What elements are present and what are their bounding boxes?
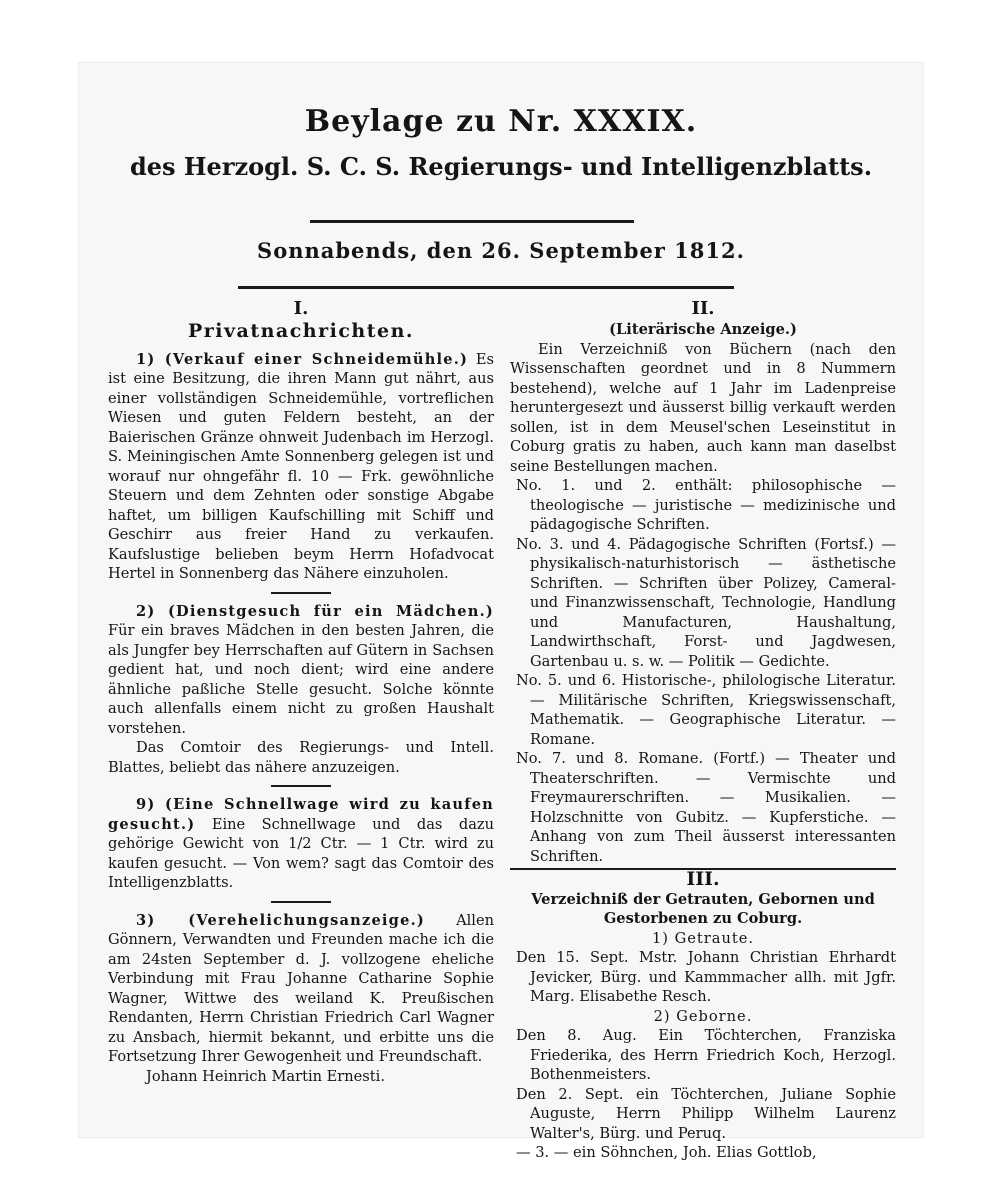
section-numeral-1: I.	[293, 298, 309, 319]
header-rule-long	[238, 286, 734, 289]
subheading-born: 2) Geborne.	[653, 1007, 753, 1025]
notice-marriage	[108, 911, 494, 1067]
register-entry-born: Den 2. Sept. ein Töchterchen, Juliane Sophie Auguste, Herrn Philipp Wilhelm Laurenz Walter's, Bürg. und Peruq.	[516, 1085, 896, 1142]
notice-service-note: Das Comtoir des Regierungs- und Intell. Blattes, beliebt das nähere anzuzeigen.	[108, 739, 494, 776]
left-column	[108, 298, 494, 1086]
notice-sawmill	[108, 350, 494, 584]
notice-marriage-head: 3) (Verehelichungsanzeige.)	[136, 911, 425, 929]
register-entry-born: — 3. — ein Söhnchen, Joh. Elias Gottlob,	[516, 1144, 817, 1161]
right-column	[510, 298, 896, 1163]
register-entry-married: Den 15. Sept. Mstr. Johann Christian Ehrhardt Jevicker, Bürg. und Kammmacher allh. mit Jgfr. Marg. Elisabethe Resch.	[516, 949, 896, 1005]
newspaper-page	[78, 62, 924, 1161]
notice-sawmill-head: 1) (Verkauf einer Schneidemühle.)	[136, 350, 469, 368]
section-numeral-2: II.	[691, 298, 715, 319]
literary-intro: Ein Verzeichniß von Büchern (nach den Wissenschaften geordnet und in 8 Nummern bestehend), welche auf 1 Jahr im Ladenpreise heruntergesezt und äusserst billig verkauft werden sollen, ist in dem Meusel'schen Leseinstitut in Coburg gratis zu haben, auch kann man daselbst seine Bestellungen machen.	[510, 340, 896, 475]
section-title-literary: (Literärische Anzeige.)	[609, 321, 797, 338]
notice-service-body: Für ein braves Mädchen in den besten Jahren, die als Jungfer bey Herrschaften auf Gütern in Sachsen gedient hat, und noch dient; wird eine andere ähnliche paßliche Stelle gesucht. Solche könnte auch allenfalls einem nicht zu großen Haushalt vorstehen.	[108, 622, 494, 737]
section-numeral-3: III.	[510, 868, 896, 890]
notice-service-head: 2) (Dienstgesuch für ein Mädchen.)	[136, 602, 494, 620]
header-rule-short	[310, 220, 634, 223]
catalog-entry: No. 7. und 8. Romane. (Fortf.) — Theater und Theaterschriften. — Vermischte und Freymaurerschriften. — Musikalien. — Holzschnitte von Gubitz. — Kupferstiche. — Anhang von zum Theil äusserst interessanten Schriften.	[516, 750, 896, 865]
gazette-name: des Herzogl. S. C. S. Regierungs- und Intelligenzblatts.	[129, 152, 873, 181]
separator	[271, 901, 331, 903]
section-title-register: Verzeichniß der Getrauten, Gebornen und Gestorbenen zu Coburg.	[531, 890, 875, 927]
catalog-entry: No. 1. und 2. enthält: philosophische — theologische — juristische — medizinische und pädagogische Schriften.	[516, 477, 896, 533]
notice-sawmill-body: Es ist eine Besitzung, die ihren Mann gut nährt, aus einer vollständigen Schneidemühle, vortreflichen Wiesen und guten Feldern besteht, an der Baierischen Gränze ohnweit Judenbach im Herzogl. S. Meiningischen Amte Sonnenberg gelegen ist und worauf nur ohngefähr fl. 10 — Frk. gewöhnliche Steuern und dem Zehnten oder sonstige Abgabe haftet, um billigen Kaufschilling mit Schiff und Geschirr aus freier Hand zu verkaufen. Kaufslustige belieben beym Herrn Hofadvocat Hertel in Sonnenberg das Nähere einzuholen.	[108, 350, 494, 582]
supplement-title: Beylage zu Nr. XXXIX.	[304, 104, 698, 139]
notice-marriage-signature: Johann Heinrich Martin Ernesti.	[146, 1067, 385, 1085]
separator	[271, 592, 331, 594]
register-entry-born: Den 8. Aug. Ein Töchterchen, Franziska Friederika, des Herrn Friedrich Koch, Herzogl. Bothenmeisters.	[516, 1027, 896, 1083]
notice-scale	[108, 795, 494, 893]
separator	[271, 785, 331, 787]
notice-scale-body: Eine Schnellwage und das dazu gehörige Gewicht von 1/2 Ctr. — 1 Ctr. wird zu kaufen gesucht. — Von wem? sagt das Comtoir des Intelligenzblatts.	[108, 815, 495, 891]
issue-date: Sonnabends, den 26. September 1812.	[257, 238, 745, 263]
notice-marriage-body: Allen Gönnern, Verwandten und Freunden mache ich die am 24sten September d. J. vollzogene eheliche Verbindung mit Frau Johanne Catharine Sophie Wagner, Wittwe des weiland K. Preußischen Rendanten, Herrn Christian Friedrich Carl Wagner zu Ansbach, hiermit bekannt, und erbitte uns die Fortsetzung Ihrer Gewogenheit und Freundschaft.	[108, 911, 494, 1065]
section-title-private: Privatnachrichten.	[187, 320, 415, 342]
subheading-married: 1) Getraute.	[652, 929, 754, 947]
notice-scale-head: 9) (Eine Schnellwage wird zu kaufen gesucht.)	[108, 796, 494, 833]
catalog-entry: No. 3. und 4. Pädagogische Schriften (Fortsf.) — physikalisch-naturhistorisch — ästhetische Schriften. — Schriften über Polizey, Cameral- und Finanzwissenschaft, Technologie, Handlung und Manufacturen, Haushaltung, Landwirthschaft, Forst- und Jagdwesen, Gartenbau u. s. w. — Politik — Gedichte.	[516, 535, 896, 670]
catalog-entry: No. 5. und 6. Historische-, philologische Literatur. — Militärische Schriften, Kriegswissenschaft, Mathematik. — Geographische Literatur. — Romane.	[516, 672, 896, 748]
notice-service	[108, 602, 494, 739]
